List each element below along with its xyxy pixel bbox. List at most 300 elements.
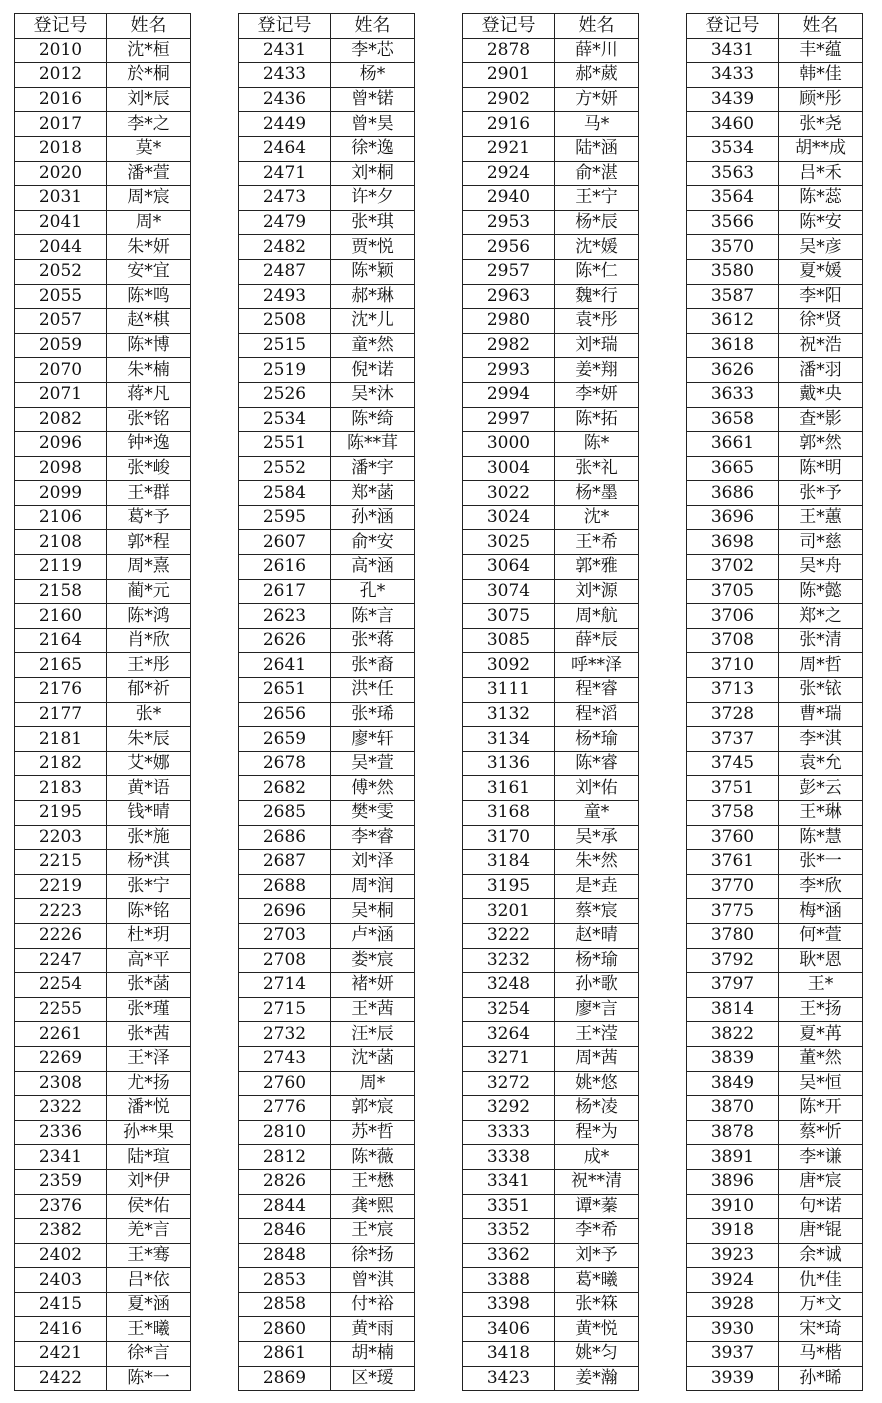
name-cell: 沈* [555, 505, 639, 530]
table-row [15, 923, 191, 948]
id-cell: 3891 [687, 1145, 779, 1170]
id-cell: 2901 [463, 63, 555, 88]
id-cell: 2519 [239, 358, 331, 383]
table-row [687, 505, 863, 530]
name-cell: 钟*逸 [107, 432, 191, 457]
name-cell: 俞*湛 [555, 161, 639, 186]
name-cell: 陈*拓 [555, 407, 639, 432]
name-cell: 王*茜 [331, 997, 415, 1022]
name-cell: 陈*慧 [779, 825, 863, 850]
id-cell: 3705 [687, 579, 779, 604]
header-row [239, 14, 415, 39]
name-cell: 王*彤 [107, 653, 191, 678]
id-cell: 2215 [15, 850, 107, 875]
name-cell: 夏*涵 [107, 1292, 191, 1317]
table-row [463, 235, 639, 260]
name-cell: 陈*蕊 [779, 186, 863, 211]
roster-table-3 [462, 13, 639, 1391]
id-cell: 3918 [687, 1219, 779, 1244]
id-cell: 3431 [687, 38, 779, 63]
id-cell: 2526 [239, 382, 331, 407]
name-cell: 朱*辰 [107, 727, 191, 752]
id-cell: 2082 [15, 407, 107, 432]
table-row [687, 1071, 863, 1096]
table-row [687, 776, 863, 801]
name-cell: 戴*央 [779, 382, 863, 407]
table-row [687, 751, 863, 776]
name-cell: 丰*蕴 [779, 38, 863, 63]
name-cell: 付*裕 [331, 1292, 415, 1317]
header-id: 登记号 [239, 14, 331, 39]
name-cell: 朱*然 [555, 850, 639, 875]
id-cell: 2164 [15, 628, 107, 653]
name-cell: 吴*萱 [331, 751, 415, 776]
table-row [239, 1046, 415, 1071]
table-row [687, 1046, 863, 1071]
roster-table-1 [14, 13, 191, 1391]
table-row [687, 555, 863, 580]
table-row [463, 776, 639, 801]
name-cell: 娄*宸 [331, 948, 415, 973]
id-cell: 2402 [15, 1243, 107, 1268]
table-row [463, 530, 639, 555]
id-cell: 2177 [15, 702, 107, 727]
table-row [239, 136, 415, 161]
table-row [463, 1145, 639, 1170]
id-cell: 2607 [239, 530, 331, 555]
table-row [15, 653, 191, 678]
table-row [15, 382, 191, 407]
id-cell: 2688 [239, 874, 331, 899]
name-cell: 魏*行 [555, 284, 639, 309]
table-row [239, 1317, 415, 1342]
table-row [15, 1268, 191, 1293]
name-cell: 周*润 [331, 874, 415, 899]
id-cell: 3686 [687, 481, 779, 506]
id-cell: 3570 [687, 235, 779, 260]
id-cell: 2226 [15, 923, 107, 948]
id-cell: 2176 [15, 678, 107, 703]
id-cell: 2551 [239, 432, 331, 457]
name-cell: 郑*菡 [331, 481, 415, 506]
name-cell: 沈*媛 [555, 235, 639, 260]
name-cell: 陈*铭 [107, 899, 191, 924]
id-cell: 2482 [239, 235, 331, 260]
table-row [239, 432, 415, 457]
id-cell: 3184 [463, 850, 555, 875]
table-row [687, 407, 863, 432]
table-row [239, 899, 415, 924]
id-cell: 2826 [239, 1169, 331, 1194]
id-cell: 3341 [463, 1169, 555, 1194]
name-cell: 吴*沐 [331, 382, 415, 407]
table-row [15, 1120, 191, 1145]
table-row [15, 259, 191, 284]
name-cell: 艾*娜 [107, 751, 191, 776]
id-cell: 2953 [463, 210, 555, 235]
id-cell: 2183 [15, 776, 107, 801]
table-row [239, 874, 415, 899]
id-cell: 2160 [15, 604, 107, 629]
name-cell: 彭*云 [779, 776, 863, 801]
name-cell: 郑*之 [779, 604, 863, 629]
table-row [687, 628, 863, 653]
name-cell: 汪*辰 [331, 1022, 415, 1047]
name-cell: 廖*轩 [331, 727, 415, 752]
name-cell: 沈*儿 [331, 309, 415, 334]
id-cell: 2659 [239, 727, 331, 752]
name-cell: 吴*舟 [779, 555, 863, 580]
table-row [239, 358, 415, 383]
id-cell: 3566 [687, 210, 779, 235]
id-cell: 2471 [239, 161, 331, 186]
table-row [239, 579, 415, 604]
header-id: 登记号 [15, 14, 107, 39]
table-row [687, 382, 863, 407]
name-cell: 刘*佑 [555, 776, 639, 801]
id-cell: 3222 [463, 923, 555, 948]
id-cell: 3134 [463, 727, 555, 752]
name-cell: 黄*悦 [555, 1317, 639, 1342]
name-cell: 徐*扬 [331, 1243, 415, 1268]
id-cell: 3775 [687, 899, 779, 924]
name-cell: 蔺*元 [107, 579, 191, 604]
name-cell: 薛*川 [555, 38, 639, 63]
name-cell: 唐*锟 [779, 1219, 863, 1244]
table-row [15, 678, 191, 703]
id-cell: 2436 [239, 87, 331, 112]
table-row [687, 678, 863, 703]
table-row [15, 825, 191, 850]
name-cell: 陈*鸿 [107, 604, 191, 629]
table-row [463, 604, 639, 629]
id-cell: 2219 [15, 874, 107, 899]
table-row [687, 1219, 863, 1244]
table-row [463, 628, 639, 653]
table-row [15, 432, 191, 457]
name-cell: 程*睿 [555, 678, 639, 703]
name-cell: 俞*安 [331, 530, 415, 555]
name-cell: 刘*泽 [331, 850, 415, 875]
name-cell: 张*一 [779, 850, 863, 875]
id-cell: 3423 [463, 1366, 555, 1391]
name-cell: 仇*佳 [779, 1268, 863, 1293]
table-row [15, 407, 191, 432]
id-cell: 3333 [463, 1120, 555, 1145]
id-cell: 2016 [15, 87, 107, 112]
table-row [15, 1096, 191, 1121]
table-row [239, 653, 415, 678]
table-row [687, 825, 863, 850]
name-cell: 耿*恩 [779, 948, 863, 973]
table-row [239, 1096, 415, 1121]
table-row [463, 1096, 639, 1121]
id-cell: 3232 [463, 948, 555, 973]
name-cell: 张*茜 [107, 1022, 191, 1047]
id-cell: 2071 [15, 382, 107, 407]
table-row [239, 382, 415, 407]
name-cell: 徐*言 [107, 1342, 191, 1367]
name-cell: 朱*楠 [107, 358, 191, 383]
name-cell: 卢*涵 [331, 923, 415, 948]
header-name: 姓名 [107, 14, 191, 39]
id-cell: 2341 [15, 1145, 107, 1170]
name-cell: 安*宜 [107, 259, 191, 284]
id-cell: 2269 [15, 1046, 107, 1071]
id-cell: 3580 [687, 259, 779, 284]
table-row [463, 432, 639, 457]
table-row [687, 333, 863, 358]
name-cell: 李*希 [555, 1219, 639, 1244]
name-cell: 李*之 [107, 112, 191, 137]
name-cell: 吴*桐 [331, 899, 415, 924]
id-cell: 3713 [687, 678, 779, 703]
id-cell: 3092 [463, 653, 555, 678]
name-cell: 姚*悠 [555, 1071, 639, 1096]
name-cell: 陈*开 [779, 1096, 863, 1121]
table-row [15, 1366, 191, 1391]
name-cell: 祝*浩 [779, 333, 863, 358]
table-row [15, 112, 191, 137]
id-cell: 2760 [239, 1071, 331, 1096]
name-cell: 刘*瑞 [555, 333, 639, 358]
table-row [239, 1071, 415, 1096]
id-cell: 3352 [463, 1219, 555, 1244]
table-row [15, 751, 191, 776]
table-row [687, 702, 863, 727]
id-cell: 2956 [463, 235, 555, 260]
header-row [463, 14, 639, 39]
name-cell: 李*阳 [779, 284, 863, 309]
table-row [687, 63, 863, 88]
id-cell: 2044 [15, 235, 107, 260]
id-cell: 2924 [463, 161, 555, 186]
table-row [15, 1342, 191, 1367]
id-cell: 2181 [15, 727, 107, 752]
header-name: 姓名 [779, 14, 863, 39]
name-cell: 张*清 [779, 628, 863, 653]
table-row [239, 1194, 415, 1219]
id-cell: 3201 [463, 899, 555, 924]
table-row [15, 973, 191, 998]
id-cell: 3587 [687, 284, 779, 309]
id-cell: 2182 [15, 751, 107, 776]
table-row [463, 1366, 639, 1391]
name-cell: 赵*晴 [555, 923, 639, 948]
name-cell: 孔* [331, 579, 415, 604]
id-cell: 3626 [687, 358, 779, 383]
table-row [15, 1071, 191, 1096]
name-cell: 陆*涵 [555, 136, 639, 161]
id-cell: 3612 [687, 309, 779, 334]
id-cell: 3085 [463, 628, 555, 653]
table-row [687, 899, 863, 924]
table-row [687, 1096, 863, 1121]
id-cell: 2223 [15, 899, 107, 924]
name-cell: 褚*妍 [331, 973, 415, 998]
roster-table-4 [686, 13, 863, 1391]
name-cell: 吴*承 [555, 825, 639, 850]
name-cell: 於*桐 [107, 63, 191, 88]
table-row [687, 432, 863, 457]
id-cell: 3292 [463, 1096, 555, 1121]
id-cell: 2070 [15, 358, 107, 383]
table-row [463, 481, 639, 506]
id-cell: 2508 [239, 309, 331, 334]
id-cell: 3025 [463, 530, 555, 555]
table-row [687, 87, 863, 112]
table-row [463, 1169, 639, 1194]
name-cell: 董*然 [779, 1046, 863, 1071]
id-cell: 2708 [239, 948, 331, 973]
name-cell: 夏*媛 [779, 259, 863, 284]
id-cell: 2096 [15, 432, 107, 457]
id-cell: 2106 [15, 505, 107, 530]
table-row [15, 604, 191, 629]
id-cell: 3797 [687, 973, 779, 998]
id-cell: 2687 [239, 850, 331, 875]
name-cell: 宋*琦 [779, 1317, 863, 1342]
table-row [687, 604, 863, 629]
header-id: 登记号 [463, 14, 555, 39]
id-cell: 3780 [687, 923, 779, 948]
table-row [687, 259, 863, 284]
header-name: 姓名 [555, 14, 639, 39]
table-row [463, 382, 639, 407]
name-cell: 王*希 [555, 530, 639, 555]
name-cell: 马*楷 [779, 1342, 863, 1367]
id-cell: 3839 [687, 1046, 779, 1071]
name-cell: 王*群 [107, 481, 191, 506]
id-cell: 3248 [463, 973, 555, 998]
table-row [687, 1342, 863, 1367]
table-row [463, 1046, 639, 1071]
table-row [15, 579, 191, 604]
id-cell: 3439 [687, 87, 779, 112]
id-cell: 2584 [239, 481, 331, 506]
name-cell: 张*琪 [331, 210, 415, 235]
name-cell: 廖*言 [555, 997, 639, 1022]
name-cell: 郁*祈 [107, 678, 191, 703]
name-cell: 周* [331, 1071, 415, 1096]
header-name: 姓名 [331, 14, 415, 39]
id-cell: 3351 [463, 1194, 555, 1219]
name-cell: 张*铱 [779, 678, 863, 703]
table-row [239, 456, 415, 481]
id-cell: 2552 [239, 456, 331, 481]
name-cell: 沈*菡 [331, 1046, 415, 1071]
name-cell: 程*滔 [555, 702, 639, 727]
id-cell: 3710 [687, 653, 779, 678]
table-row [15, 1145, 191, 1170]
table-row [463, 186, 639, 211]
name-cell: 郭*宸 [331, 1096, 415, 1121]
name-cell: 张*尧 [779, 112, 863, 137]
name-cell: 万*文 [779, 1292, 863, 1317]
name-cell: 陈*懿 [779, 579, 863, 604]
name-cell: 张*菡 [107, 973, 191, 998]
table-row [687, 1194, 863, 1219]
table-row [15, 1194, 191, 1219]
id-cell: 2017 [15, 112, 107, 137]
id-cell: 2743 [239, 1046, 331, 1071]
id-cell: 2203 [15, 825, 107, 850]
id-cell: 2020 [15, 161, 107, 186]
name-cell: 梅*涵 [779, 899, 863, 924]
name-cell: 张* [107, 702, 191, 727]
name-cell: 程*为 [555, 1120, 639, 1145]
table-row [463, 63, 639, 88]
table-row [463, 136, 639, 161]
table-row [15, 727, 191, 752]
table-row [687, 136, 863, 161]
id-cell: 2993 [463, 358, 555, 383]
name-cell: 刘*源 [555, 579, 639, 604]
table-row [239, 1169, 415, 1194]
name-cell: 杜*玥 [107, 923, 191, 948]
table-row [239, 1120, 415, 1145]
table-row [687, 579, 863, 604]
table-row [15, 1219, 191, 1244]
table-row [687, 1169, 863, 1194]
id-cell: 2308 [15, 1071, 107, 1096]
table-row [687, 186, 863, 211]
table-row [463, 309, 639, 334]
table-row [687, 1022, 863, 1047]
name-cell: 陈*颖 [331, 259, 415, 284]
table-row [239, 481, 415, 506]
name-cell: 吕*依 [107, 1268, 191, 1293]
table-row [463, 1120, 639, 1145]
table-row [15, 628, 191, 653]
id-cell: 2415 [15, 1292, 107, 1317]
name-cell: 潘*宇 [331, 456, 415, 481]
name-cell: 司*慈 [779, 530, 863, 555]
id-cell: 2686 [239, 825, 331, 850]
table-row [239, 38, 415, 63]
name-cell: 徐*逸 [331, 136, 415, 161]
id-cell: 2656 [239, 702, 331, 727]
id-cell: 2012 [15, 63, 107, 88]
id-cell: 3195 [463, 874, 555, 899]
name-cell: 张*峻 [107, 456, 191, 481]
name-cell: 李*妍 [555, 382, 639, 407]
id-cell: 3761 [687, 850, 779, 875]
id-cell: 3272 [463, 1071, 555, 1096]
id-cell: 3254 [463, 997, 555, 1022]
name-cell: 尤*扬 [107, 1071, 191, 1096]
name-cell: 孙*晞 [779, 1366, 863, 1391]
table-row [687, 210, 863, 235]
name-cell: 陈*博 [107, 333, 191, 358]
id-cell: 3658 [687, 407, 779, 432]
id-cell: 2493 [239, 284, 331, 309]
id-cell: 3271 [463, 1046, 555, 1071]
table-row [15, 874, 191, 899]
name-cell: 张*予 [779, 481, 863, 506]
table-row [463, 874, 639, 899]
id-cell: 2848 [239, 1243, 331, 1268]
table-row [687, 850, 863, 875]
table-row [463, 1268, 639, 1293]
id-cell: 3822 [687, 1022, 779, 1047]
table-row [239, 923, 415, 948]
id-cell: 3460 [687, 112, 779, 137]
table-row [463, 801, 639, 826]
id-cell: 2108 [15, 530, 107, 555]
name-cell: 蔡*宸 [555, 899, 639, 924]
id-cell: 2487 [239, 259, 331, 284]
